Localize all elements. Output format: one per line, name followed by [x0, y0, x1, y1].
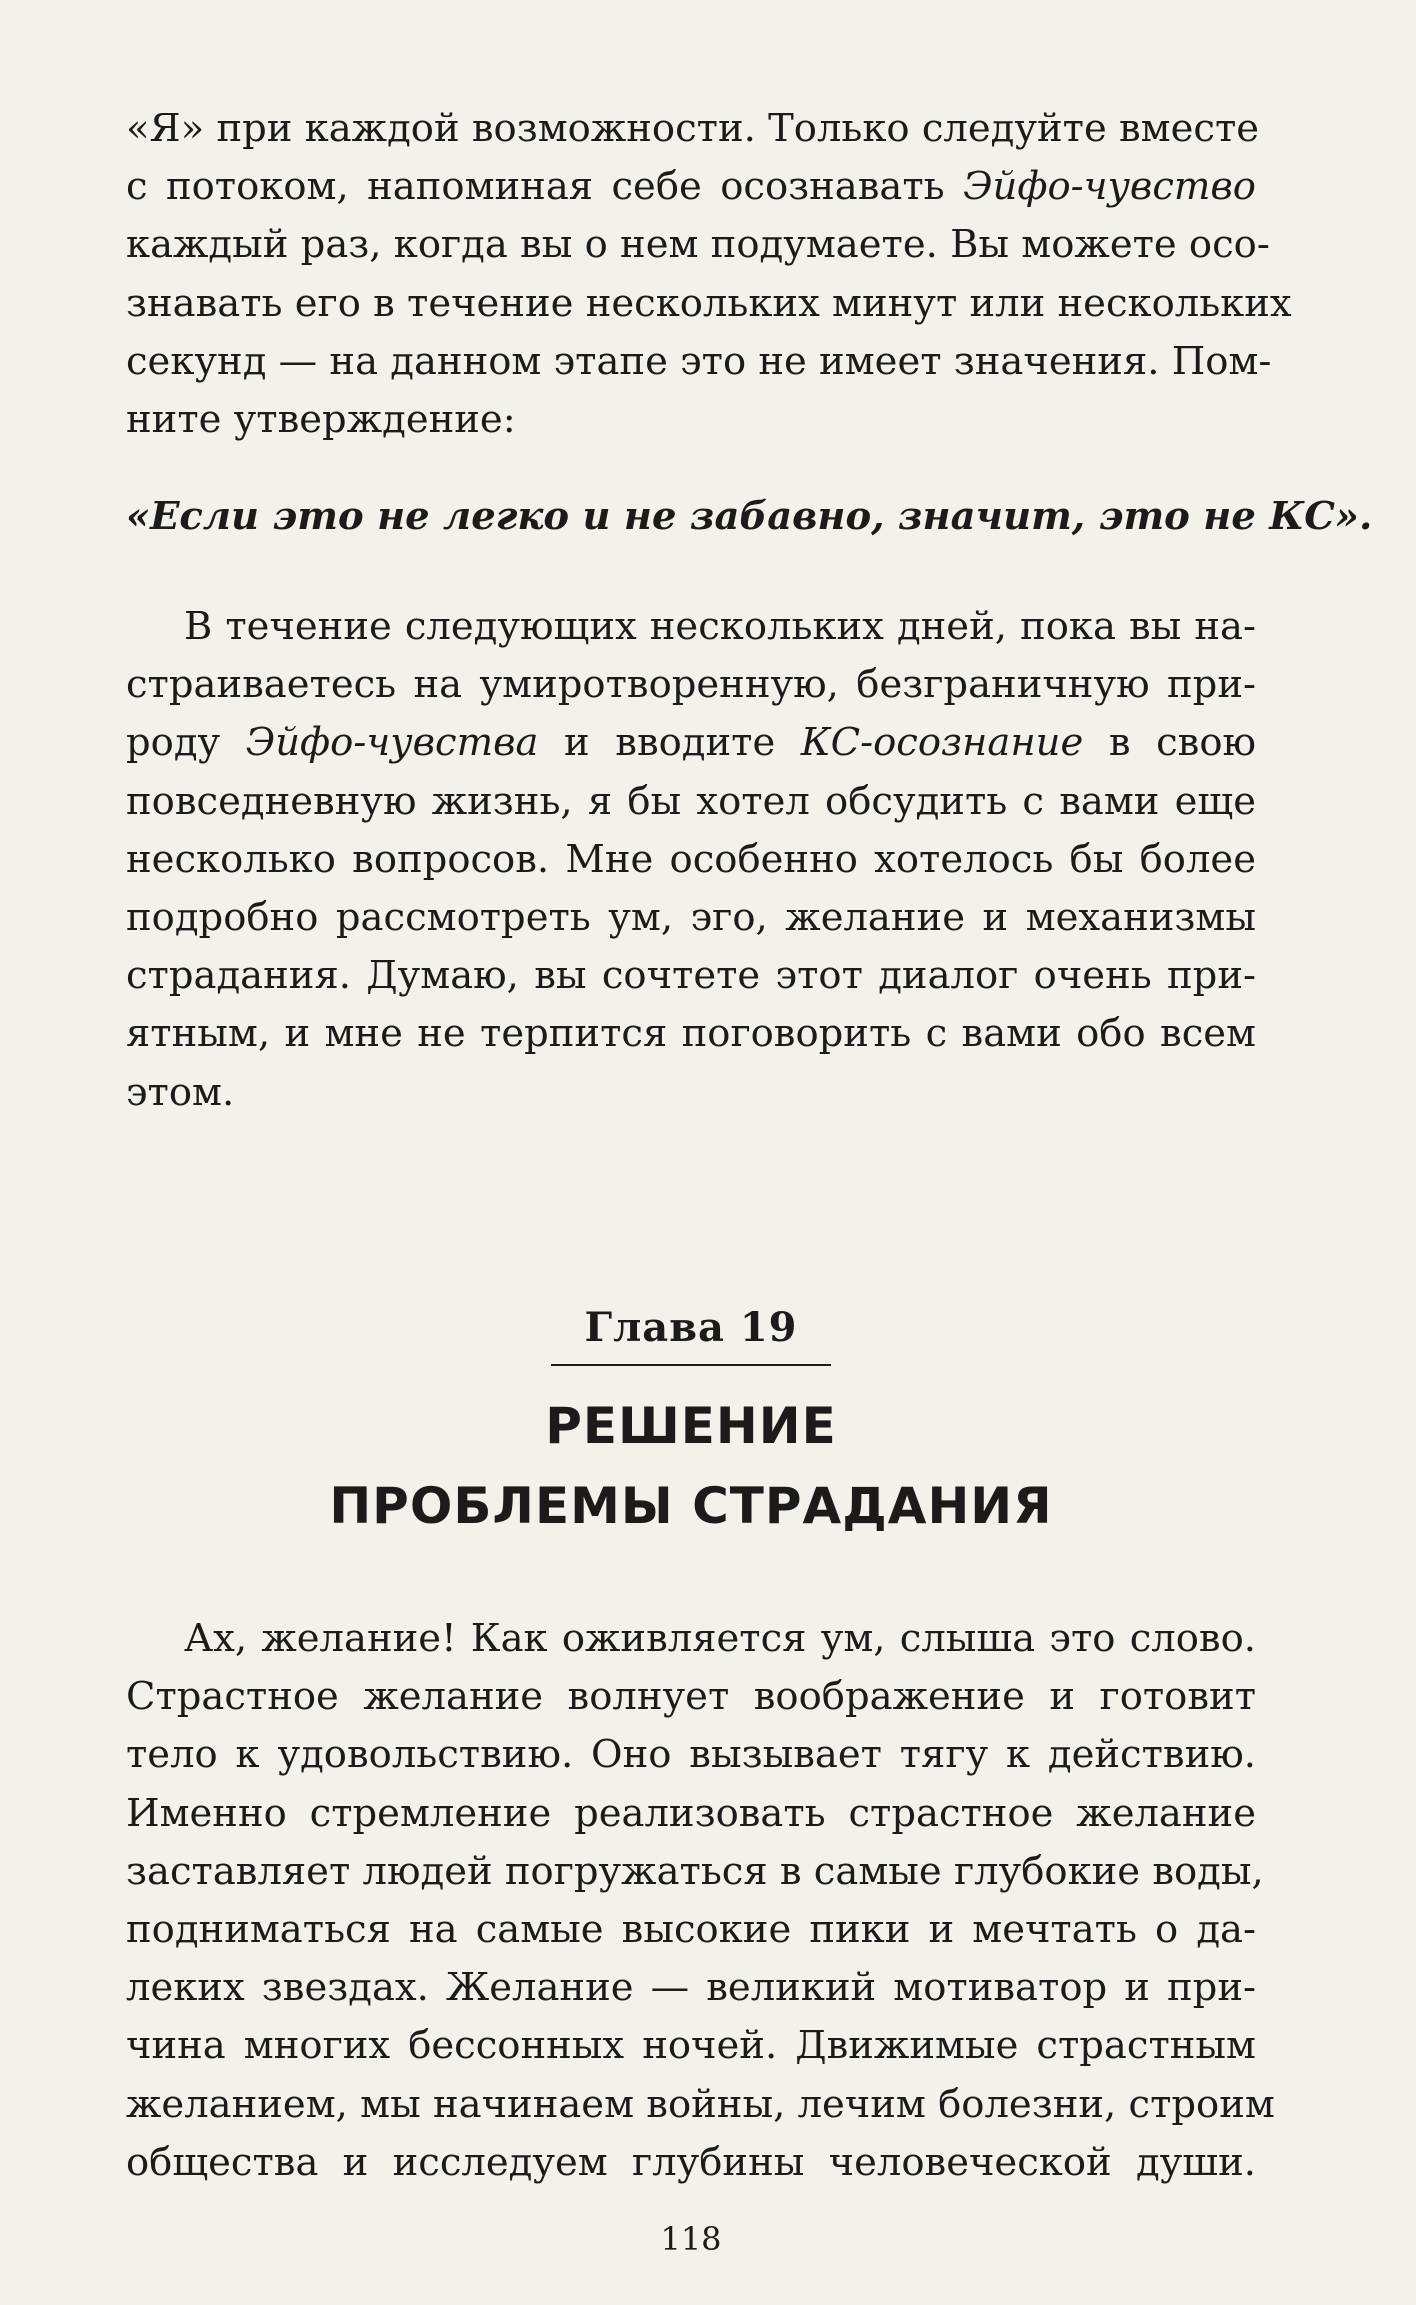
chapter-number: Глава 19: [584, 1304, 798, 1351]
intro-paragraph: [126, 100, 1292, 449]
text-line: заставляет людей погружаться в самые глубокие воды,: [126, 1848, 1264, 1894]
chapter-opening-paragraph: [126, 1610, 1275, 2192]
text-line: этом.: [126, 1069, 235, 1115]
text-line: Страстное желание волнует воображение и готовит: [126, 1674, 1256, 1720]
text-span: роду: [126, 720, 246, 766]
text-span: в свою: [1083, 720, 1257, 766]
text-line: страдания. Думаю, вы сочтете этот диалог очень при-: [126, 953, 1256, 999]
chapter-title: [126, 1386, 1256, 1546]
text-span: и вводите: [538, 720, 801, 766]
book-page: [126, 100, 1373, 2258]
text-line: желанием, мы начинаем войны, лечим болезни, строим: [126, 2081, 1275, 2127]
emphasis-eifo-feeling: Эйфо-чувство: [963, 164, 1256, 210]
text-line: подниматься на самые высокие пики и мечтать о да-: [126, 1907, 1256, 1953]
chapter-divider: [551, 1364, 831, 1366]
text-line: тело к удовольствию. Оно вызывает тягу к действию.: [126, 1732, 1256, 1778]
text-line: Ах, желание! Как оживляется ум, слыша это слово.: [184, 1616, 1256, 1661]
chapter-heading: [126, 1298, 1256, 1546]
text-line: «Я» при каждой возможности. Только следуйте вместе: [126, 106, 1260, 151]
text-line: [126, 158, 1256, 216]
text-line: [126, 714, 1256, 772]
second-paragraph: [126, 598, 1256, 1122]
chapter-title-line: ПРОБЛЕМЫ СТРАДАНИЯ: [329, 1477, 1053, 1535]
text-line: подробно рассмотреть ум, эго, желание и механизмы: [126, 895, 1256, 941]
text-line: секунд — на данном этапе это не имеет значения. Пом-: [126, 338, 1272, 384]
chapter-title-line: РЕШЕНИЕ: [545, 1397, 837, 1455]
text-span: с потоком, напоминая себе осознавать: [126, 164, 964, 210]
text-line: Именно стремление реализовать страстное желание: [126, 1790, 1256, 1836]
emphasis-ks-awareness: КС-осознание: [800, 720, 1084, 766]
text-line: леких звездах. Желание — великий мотиватор и при-: [126, 1965, 1256, 2011]
emphasis-eifo-feeling: Эйфо-чувства: [245, 720, 539, 766]
text-line: ните утверждение:: [126, 397, 516, 443]
text-line: страиваетесь на умиротворенную, безграничную при-: [126, 662, 1256, 708]
text-line: В течение следующих нескольких дней, пока вы на-: [184, 604, 1256, 649]
text-line: знавать его в течение нескольких минут или нескольких: [126, 280, 1292, 326]
key-statement-quote: «Если это не легко и не забавно, значит, это не КС».: [126, 494, 1373, 539]
text-line: несколько вопросов. Мне особенно хотелось бы более: [126, 836, 1256, 882]
text-line: каждый раз, когда вы о нем подумаете. Вы можете осо-: [126, 222, 1270, 268]
text-line: повседневную жизнь, я бы хотел обсудить с вами еще: [126, 778, 1256, 824]
text-line: чина многих бессонных ночей. Движимые страстным: [126, 2023, 1256, 2069]
page-number: 118: [660, 2220, 722, 2258]
text-line: ятным, и мне не терпится поговорить с вами обо всем: [126, 1011, 1256, 1057]
text-line: общества и исследуем глубины человеческой души.: [126, 2139, 1256, 2185]
